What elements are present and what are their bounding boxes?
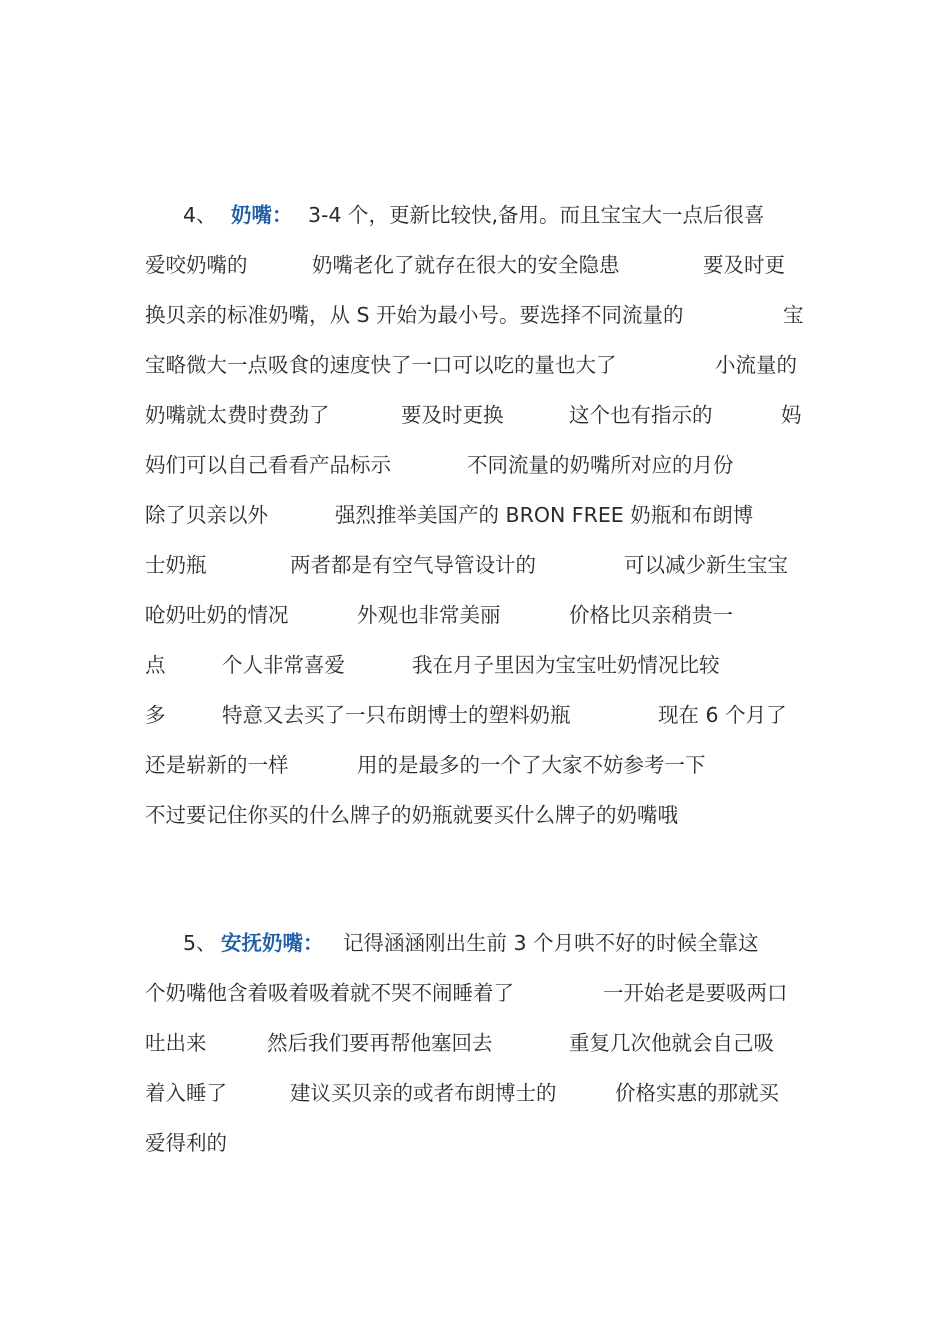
text-segment: 吐出来 [145, 1031, 207, 1055]
text-segment: 一开始老是要吸两口 [603, 981, 788, 1005]
text-segment: 奶嘴老化了就存在很大的安全隐患 [312, 253, 620, 277]
text-segment: 特意又去买了一只布朗博士的塑料奶瓶 [222, 703, 571, 727]
text-segment: 用的是最多的一个了大家不妨参考一下 [357, 753, 706, 777]
text-segment: 外观也非常美丽 [357, 603, 501, 627]
text-segment: 要及时更 [703, 253, 785, 277]
text-segment: 爱咬奶嘴的 [145, 253, 248, 277]
text-segment: 个奶嘴他含着吸着吸着就不哭不闹睡着了 [145, 981, 514, 1005]
text-segment: 还是崭新的一样 [145, 753, 289, 777]
text-segment: 多 [145, 703, 166, 727]
text-segment: 宝略微大一点吸食的速度快了一口可以吃的量也大了 [145, 353, 617, 377]
text-segment: 价格实惠的那就买 [615, 1081, 779, 1105]
text-segment: 不同流量的奶嘴所对应的月份 [467, 453, 734, 477]
text-segment: 我在月子里因为宝宝吐奶情况比较 [412, 653, 720, 677]
text-segment: 小流量的 [715, 353, 797, 377]
section-heading: 安抚奶嘴： [221, 931, 324, 955]
text-segment: 现在 6 个月了 [658, 703, 787, 727]
text-segment: 强烈推举美国产的 BRON FREE 奶瓶和布朗博 [335, 503, 754, 527]
text-segment: 妈们可以自己看看产品标示 [145, 453, 391, 477]
text-segment: 重复几次他就会自己吸 [569, 1031, 774, 1055]
text-segment: 个人非常喜爱 [222, 653, 345, 677]
text-segment: 换贝亲的标准奶嘴，从 S 开始为最小号。要选择不同流量的 [145, 303, 684, 327]
section-heading: 奶嘴： [231, 203, 293, 227]
text-segment: 奶嘴就太费时费劲了 [145, 403, 330, 427]
paragraph-text: 3-4 个，更新比较快,备用。而且宝宝大一点后很喜 [308, 203, 765, 227]
text-segment: 两者都是有空气导管设计的 [290, 553, 536, 577]
text-segment: 可以减少新生宝宝 [624, 553, 788, 577]
text-segment: 除了贝亲以外 [145, 503, 268, 527]
text-segment: 爱得利的 [145, 1131, 227, 1155]
text-segment: 士奶瓶 [145, 553, 207, 577]
section-number: 5、 [183, 931, 217, 955]
text-segment: 呛奶吐奶的情况 [145, 603, 289, 627]
section-number: 4、 [183, 203, 217, 227]
text-segment: 建议买贝亲的或者布朗博士的 [290, 1081, 557, 1105]
text-segment: 妈 [781, 403, 802, 427]
text-segment: 然后我们要再帮他塞回去 [267, 1031, 493, 1055]
text-segment: 这个也有指示的 [569, 403, 713, 427]
text-segment: 要及时更换 [401, 403, 504, 427]
text-segment: 不过要记住你买的什么牌子的奶瓶就要买什么牌子的奶嘴哦 [145, 803, 678, 827]
text-segment: 点 [145, 653, 166, 677]
paragraph-text: 记得涵涵刚出生前 3 个月哄不好的时候全靠这 [343, 931, 759, 955]
text-segment: 着入睡了 [145, 1081, 227, 1105]
text-segment: 宝 [783, 303, 804, 327]
text-segment: 价格比贝亲稍贵一 [569, 603, 733, 627]
